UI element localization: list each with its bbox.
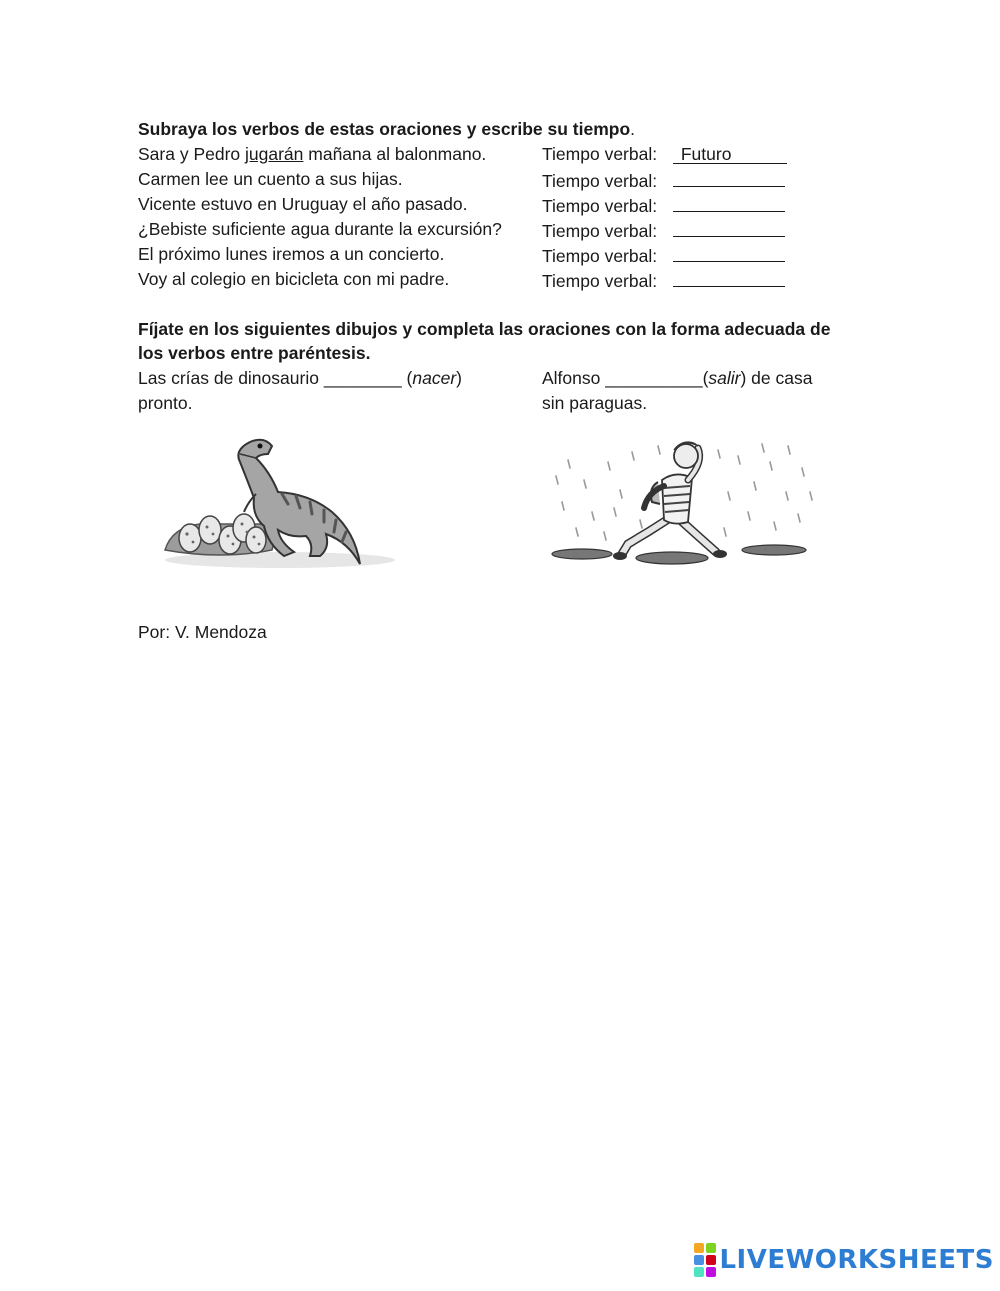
alfonso-sentence-end: ) de casa [740,368,813,388]
sentence-row-5 [138,243,444,265]
tense-answer-2[interactable] [673,168,785,187]
sentence-row-2 [138,168,403,190]
sentence-1-verb: jugarán [245,144,304,164]
dinosaur-paren-open: ( [401,368,413,388]
tense-row-4 [542,218,785,242]
exercise2-title-line2: los verbos entre paréntesis. [138,343,371,363]
sentence-row-3 [138,193,468,215]
tense-answer-1[interactable]: Futuro [673,145,787,164]
alfonso-sentence-line2: sin paraguas. [542,393,648,413]
alfonso-verb-hint: salir [708,368,741,388]
fill-sentence-dinosaur [138,367,462,389]
tense-row-3 [542,193,785,217]
tense-answer-6[interactable] [673,268,785,287]
exercise2-title-line1: Fíjate en los siguientes dibujos y completa las oraciones con la forma adecuada de [138,319,831,339]
tense-answer-4[interactable] [673,218,785,237]
sentence-3-text: Vicente estuvo en Uruguay el año pasado. [138,194,468,214]
tense-answer-3[interactable] [673,193,785,212]
sentence-2-text: Carmen lee un cuento a sus hijas. [138,169,403,189]
logo-blocks-icon [694,1243,716,1277]
sentence-4-text: ¿Bebiste suficiente agua durante la excursión? [138,219,502,239]
tense-label-2: Tiempo verbal: [542,171,658,191]
sentence-row-1 [138,143,486,165]
tense-row-1 [542,143,787,165]
tense-label-3: Tiempo verbal: [542,196,658,216]
tense-label-1: Tiempo verbal: [542,144,658,164]
dinosaur-paren-close: ) [456,368,462,388]
tense-row-6 [542,268,785,292]
tense-label-6: Tiempo verbal: [542,271,658,291]
tense-row-5 [542,243,785,267]
tense-label-4: Tiempo verbal: [542,221,658,241]
sentence-1-start: Sara y Pedro [138,144,245,164]
sentence-row-4 [138,218,502,240]
dinosaur-sentence-line2: pronto. [138,393,193,413]
exercise1-title-period: . [630,119,636,139]
sentence-1-end: mañana al balonmano. [303,144,487,164]
dinosaur-verb-hint: nacer [412,368,457,388]
author-credit: Por: V. Mendoza [138,622,267,642]
tense-label-5: Tiempo verbal: [542,246,658,266]
alfonso-sentence-start: Alfonso [542,368,606,388]
tense-answer-5[interactable] [673,243,785,262]
liveworksheets-logo [694,1243,994,1277]
dinosaur-sentence-start: Las crías de dinosaurio [138,368,324,388]
tense-row-2 [542,168,785,192]
sentence-row-6 [138,268,449,290]
dinosaur-answer-blank[interactable]: ________ [323,368,402,388]
alfonso-answer-blank[interactable]: __________ [605,368,703,388]
logo-text: LIVEWORKSHEETS [719,1245,994,1275]
exercise1-title [138,118,635,140]
alfonso-paren-open: ( [702,368,709,388]
exercise1-title-text: Subraya los verbos de estas oraciones y escribe su tiempo [138,119,631,139]
fill-sentence-alfonso [542,367,812,389]
boy-rain-illustration [548,432,820,568]
dinosaur-nest-illustration [160,432,410,568]
sentence-6-text: Voy al colegio en bicicleta con mi padre. [138,269,450,289]
sentence-5-text: El próximo lunes iremos a un concierto. [138,244,445,264]
